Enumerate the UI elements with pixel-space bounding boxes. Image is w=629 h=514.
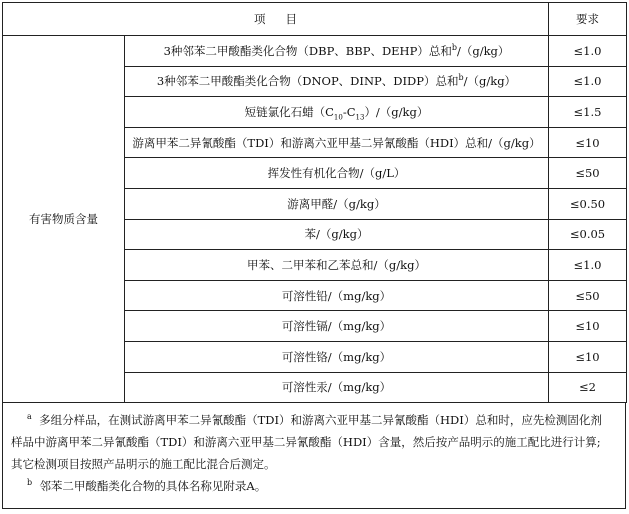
requirement-cell: ≤50 <box>549 158 627 189</box>
requirement-cell: ≤10 <box>549 341 627 372</box>
requirement-cell: ≤1.5 <box>549 97 627 128</box>
item-text-post: ）/（g/kg） <box>364 104 429 119</box>
requirement-cell: ≤50 <box>549 280 627 311</box>
item-text-pre: 游离甲苯二异氰酸酯（TDI）和游离六亚甲基二异氰酸酯（HDI）总和 <box>132 135 489 150</box>
category-cell: 有害物质含量 <box>3 36 125 403</box>
item-text-pre: 游离甲醛/（g/kg） <box>287 196 386 211</box>
item-cell <box>125 280 549 311</box>
item-text-pre: 可溶性铅/（mg/kg） <box>281 288 392 303</box>
header-requirement: 要求 <box>549 3 627 36</box>
item-cell <box>125 158 549 189</box>
item-text-pre: 3种邻苯二甲酸酯类化合物（DBP、BBP、DEHP）总和 <box>163 43 452 58</box>
requirement-cell: ≤2 <box>549 372 627 403</box>
item-text-sub1: 10 <box>333 113 343 122</box>
item-cell <box>125 188 549 219</box>
item-text-sup: b <box>451 42 457 52</box>
table-header-row <box>3 3 627 36</box>
requirement-cell: ≤1.0 <box>549 66 627 97</box>
table-body <box>3 36 627 403</box>
item-text-pre: 可溶性汞/（mg/kg） <box>281 380 392 395</box>
item-text-sup: b <box>458 73 464 83</box>
item-text-post: /（g/kg） <box>488 135 541 150</box>
item-text-pre: 苯/（g/kg） <box>304 227 369 242</box>
requirement-cell: ≤1.0 <box>549 250 627 281</box>
item-cell <box>125 36 549 67</box>
table-row <box>3 36 627 67</box>
item-cell <box>125 311 549 342</box>
requirement-cell: ≤10 <box>549 311 627 342</box>
note-b-mark: b <box>27 478 33 488</box>
item-text-post: /（g/kg） <box>463 74 517 89</box>
item-text-pre: 可溶性铬/（mg/kg） <box>281 349 392 364</box>
item-text-pre: 甲苯、二甲苯和乙苯总和/（g/kg） <box>247 257 426 272</box>
requirements-table <box>2 2 627 403</box>
item-text-pre: 挥发性有机化合物/（g/L） <box>267 166 406 181</box>
item-text-pre: 可溶性镉/（mg/kg） <box>281 319 392 334</box>
item-text-post: /（g/kg） <box>456 43 510 58</box>
item-text-pre: 3种邻苯二甲酸酯类化合物（DNOP、DINP、DIDP）总和 <box>156 74 459 89</box>
item-cell <box>125 250 549 281</box>
note-a-mark: a <box>27 412 32 422</box>
note-a-line-2: 样品中游离甲苯二异氰酸酯（TDI）和游离六亚甲基二异氰酸酯（HDI）含量，然后按产品明示的施工配比进行计算; <box>11 435 601 450</box>
requirement-cell: ≤0.05 <box>549 219 627 250</box>
item-cell <box>125 372 549 403</box>
item-text-sub2: 13 <box>355 113 365 122</box>
requirement-cell: ≤10 <box>549 127 627 158</box>
item-text-pre: 短链氯化石蜡（C <box>244 104 334 119</box>
table-notes <box>2 403 626 509</box>
note-a-line-1: $^a$ 多组分样品，在测试游离甲苯二异氰酸酯（TDI）和游离六亚甲基二异氰酸酯（HDI）总和时，应先检测固化剂 <box>27 412 602 428</box>
spec-document <box>2 2 626 511</box>
item-text-mid: -C <box>342 104 356 119</box>
note-b-line-1: $^b$ 邻苯二甲酸酯类化合物的具体名称见附录A。 <box>27 478 267 494</box>
item-cell <box>125 66 549 97</box>
requirement-cell: ≤1.0 <box>549 36 627 67</box>
item-cell <box>125 219 549 250</box>
note-a-line-3: 其它检测项目按照产品明示的施工配比混合后测定。 <box>11 457 276 472</box>
item-cell <box>125 341 549 372</box>
requirement-cell: ≤0.50 <box>549 188 627 219</box>
item-cell <box>125 127 549 158</box>
header-item: 项目 <box>3 3 549 36</box>
item-cell <box>125 97 549 128</box>
